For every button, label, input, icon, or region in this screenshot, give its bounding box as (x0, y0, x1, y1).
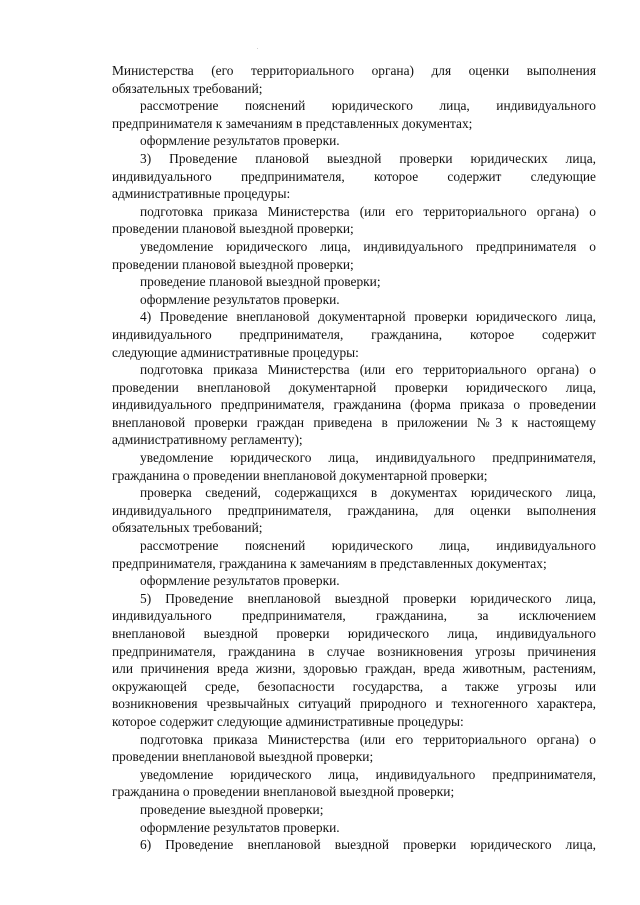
text-line: предпринимателя к замечаниям в представленных документах; (112, 115, 473, 131)
text-line: 5) Проведение внеплановой выездной проверки юридического лица, (140, 590, 596, 606)
text-line: проведении плановой выездной проверки; (112, 221, 354, 237)
text-line: 3) Проведение плановой выездной проверки юридических лица, (140, 150, 596, 166)
text-line: подготовка приказа Министерства (или его территориального органа) о (140, 731, 596, 747)
text-line: гражданина о проведении внеплановой выездной проверки; (112, 784, 455, 800)
text-line: уведомление юридического лица, индивидуального предпринимателя, (140, 450, 596, 466)
text-line: окружающей среде, безопасности государства, а также угрозы или (112, 678, 596, 694)
text-line: 6) Проведение внеплановой выездной проверки юридического лица, (140, 837, 596, 853)
text-line: индивидуального предпринимателя, гражданина, за исключением (112, 608, 596, 624)
text-line: рассмотрение пояснений юридического лица, индивидуального (140, 538, 596, 554)
text-line: административному регламенту); (112, 432, 303, 448)
text-line: индивидуального предпринимателя, гражданина, для оценки выполнения (112, 502, 596, 518)
text-line: внеплановой проверки граждан приведена в приложении №3 к настоящему (112, 414, 596, 430)
text-line: или причинения вреда жизни, здоровью граждан, вреда животным, растениям, (112, 661, 596, 677)
text-line: предпринимателя, гражданина в случае возникновения угрозы причинения (112, 643, 596, 659)
text-line: индивидуального предпринимателя, которое содержит следующие (112, 168, 596, 184)
text-line: Министерства (его территориального органа) для оценки выполнения (112, 63, 596, 78)
text-line: проверка сведений, содержащихся в документах юридического лица, (140, 485, 596, 501)
text-line: обязательных требований; (112, 520, 263, 536)
text-line: проведение выездной проверки; (140, 801, 324, 817)
text-line: проведение плановой выездной проверки; (140, 274, 381, 290)
text-line: которое содержит следующие административные процедуры: (112, 713, 464, 729)
text-line: подготовка приказа Министерства (или его территориального органа) о (140, 203, 596, 219)
scan-speck (257, 48, 258, 49)
text-line: оформление результатов проверки. (140, 133, 340, 149)
text-line: проведении внеплановой выездной проверки; (112, 749, 374, 765)
text-line: индивидуального предпринимателя, гражданина, которое содержит (112, 326, 596, 342)
text-line: гражданина о проведении внеплановой документарной проверки; (112, 467, 488, 483)
text-line: проведении внеплановой документарной проверки юридического лица, (112, 379, 596, 395)
text-line: 4) Проведение внеплановой документарной проверки юридического лица, (140, 309, 596, 325)
text-line: проведении плановой выездной проверки; (112, 256, 354, 272)
text-line: уведомление юридического лица, индивидуального предпринимателя о (140, 238, 596, 254)
text-line: оформление результатов проверки. (140, 291, 340, 307)
text-line: рассмотрение пояснений юридического лица, индивидуального (140, 98, 596, 114)
text-line: обязательных требований; (112, 80, 263, 96)
text-line: индивидуального предпринимателя, гражданина (форма приказа о проведении (112, 397, 596, 413)
text-line: уведомление юридического лица, индивидуального предпринимателя, (140, 766, 596, 782)
text-line: следующие административные процедуры: (112, 344, 359, 360)
text-line: оформление результатов проверки. (140, 819, 340, 835)
text-line: подготовка приказа Министерства (или его территориального органа) о (140, 362, 596, 378)
text-line: внеплановой выездной проверки юридического лица, индивидуального (112, 626, 596, 641)
document-page (112, 62, 596, 854)
text-line: предпринимателя, гражданина к замечаниям в представленных документах; (112, 555, 547, 571)
text-line: административные процедуры: (112, 186, 291, 202)
text-line: оформление результатов проверки. (140, 573, 340, 589)
text-line: возникновения чрезвычайных ситуаций природного и техногенного характера, (112, 696, 596, 712)
